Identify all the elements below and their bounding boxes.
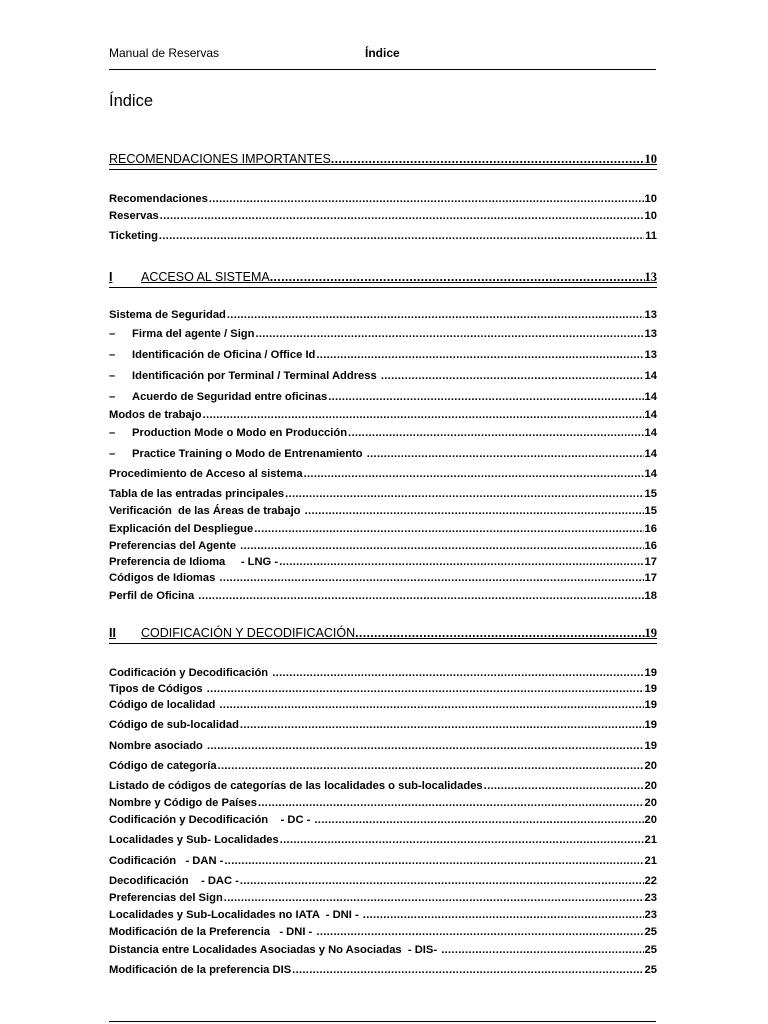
toc-entry-label: Firma del agente / Sign [132, 328, 255, 340]
toc-entry[interactable] [109, 348, 657, 362]
toc-entry[interactable] [109, 589, 657, 603]
header-document-title: Manual de Reservas [109, 46, 220, 60]
toc-entry-page-number: 20 [644, 760, 657, 772]
toc-entry-page-number: 21 [644, 834, 657, 846]
toc-entry[interactable] [109, 209, 657, 223]
toc-entry[interactable] [109, 390, 657, 404]
toc-entry-label: Código de localidad [109, 699, 219, 711]
dot-leader [240, 718, 644, 732]
toc-entry[interactable] [109, 718, 657, 732]
toc-entry-page-number: 15 [644, 488, 657, 500]
toc-entry-page-number: 14 [644, 370, 657, 382]
subentry-dash: – [109, 448, 116, 460]
toc-entry-page-number: 10 [644, 193, 657, 205]
toc-entry[interactable] [109, 192, 657, 206]
toc-section-heading[interactable] [109, 625, 657, 641]
section-number: II [109, 626, 116, 640]
toc-entry[interactable] [109, 426, 657, 440]
toc-entry[interactable] [109, 891, 657, 905]
toc-entry[interactable] [109, 229, 657, 243]
toc-entry-label: Explicación del Despliegue [109, 523, 254, 535]
toc-entry-label: Reservas [109, 210, 159, 222]
toc-entry-label: Identificación por Terminal / Terminal Address [132, 370, 380, 382]
toc-entry-page-number: 11 [645, 230, 657, 242]
toc-entry[interactable] [109, 539, 657, 553]
toc-entry[interactable] [109, 467, 657, 481]
toc-entry-label: Codificación y Decodificación - DC - [109, 814, 314, 826]
toc-entry-label: Nombre asociado [109, 740, 206, 752]
toc-entry-page-number: 13 [644, 309, 657, 321]
toc-entry-label: Código de categoría [109, 760, 217, 772]
toc-entry[interactable] [109, 555, 657, 569]
toc-entry-label: Codificación y Decodificación [109, 667, 272, 679]
dot-leader [224, 891, 644, 905]
toc-entry[interactable] [109, 571, 657, 585]
toc-entry-page-number: 25 [644, 944, 657, 956]
toc-entry-label: Modificación de la preferencia DIS [109, 964, 292, 976]
dot-leader [381, 369, 644, 383]
subentry-dash: – [109, 328, 116, 340]
toc-entry-label: Perfil de Oficina [109, 590, 198, 602]
dot-leader [219, 698, 643, 712]
dot-leader [441, 943, 643, 957]
toc-entry[interactable] [109, 666, 657, 680]
toc-entry-label: Tabla de las entradas principales [109, 488, 285, 500]
toc-entry[interactable] [109, 943, 657, 957]
dot-leader [218, 759, 644, 773]
toc-entry-label: Practice Training o Modo de Entrenamiento [132, 448, 366, 460]
toc-entry-page-number: 17 [644, 556, 657, 568]
toc-entry-label: Decodificación - DAC - [109, 875, 239, 887]
toc-entry-label: Production Mode o Modo en Producción [132, 427, 348, 439]
toc-entry-label: Nombre y Código de Países [109, 797, 257, 809]
toc-entry[interactable] [109, 796, 657, 810]
dot-leader [207, 682, 644, 696]
dot-leader [279, 555, 643, 569]
toc-entry-page-number: 25 [644, 926, 657, 938]
toc-entry-page-number: 21 [644, 855, 657, 867]
dot-leader [305, 504, 644, 518]
toc-entry-page-number: 17 [644, 572, 657, 584]
header-divider [109, 69, 656, 70]
dot-leader [203, 408, 644, 422]
toc-entry[interactable] [109, 739, 657, 753]
dot-leader [258, 796, 644, 810]
subentry-dash: – [109, 427, 116, 439]
toc-entry-page-number: 14 [644, 391, 657, 403]
dot-leader [159, 229, 644, 243]
toc-entry[interactable] [109, 813, 657, 827]
dot-leader [367, 447, 644, 461]
toc-entry-page-number: 19 [644, 699, 657, 711]
subentry-dash: – [109, 349, 116, 361]
toc-entry-label: Identificación de Oficina / Office Id [132, 349, 316, 361]
toc-entry-page-number: 20 [644, 780, 657, 792]
dot-leader [280, 833, 644, 847]
toc-entry-page-number: 14 [644, 448, 657, 460]
toc-entry[interactable] [109, 925, 657, 939]
dot-leader [240, 539, 643, 553]
toc-entry-page-number: 13 [644, 349, 657, 361]
toc-entry-label: Verificación de las Áreas de trabajo [109, 505, 304, 517]
section-title: CODIFICACIÓN Y DECODIFICACIÓN [141, 626, 356, 640]
section-title: ACCESO AL SISTEMA [141, 270, 270, 284]
toc-entry-label: Codificación - DAN - [109, 855, 224, 867]
dot-leader [255, 327, 643, 341]
dot-leader [484, 779, 644, 793]
dot-leader [304, 467, 644, 481]
subentry-dash: – [109, 391, 116, 403]
dot-leader [315, 813, 644, 827]
section-page-number: 10 [644, 152, 657, 166]
toc-entry-page-number: 14 [644, 409, 657, 421]
toc-entry[interactable] [109, 369, 657, 383]
toc-entry-label: Tipos de Códigos [109, 683, 206, 695]
toc-entry-page-number: 13 [644, 328, 657, 340]
toc-entry-page-number: 19 [644, 719, 657, 731]
toc-entry[interactable] [109, 308, 657, 322]
toc-entry[interactable] [109, 447, 657, 461]
dot-leader [328, 390, 643, 404]
toc-entry[interactable] [109, 327, 657, 341]
dot-leader [227, 308, 644, 322]
toc-entry-label: Localidades y Sub-Localidades no IATA - DNI - [109, 909, 362, 921]
toc-entry-page-number: 20 [644, 814, 657, 826]
toc-entry-page-number: 16 [644, 523, 657, 535]
toc-entry-label: Modos de trabajo [109, 409, 202, 421]
toc-entry[interactable] [109, 698, 657, 712]
toc-entry-page-number: 19 [644, 740, 657, 752]
dot-leader [348, 426, 644, 440]
toc-entry[interactable] [109, 908, 657, 922]
dot-leader [316, 925, 643, 939]
section-page-number: 13 [644, 270, 657, 284]
toc-entry[interactable] [109, 504, 657, 518]
dot-leader [331, 151, 645, 167]
toc-entry-label: Códigos de Idiomas [109, 572, 219, 584]
toc-entry-label: Localidades y Sub- Localidades [109, 834, 279, 846]
subentry-dash: – [109, 370, 116, 382]
section-page-number: 19 [644, 626, 657, 640]
dot-leader [363, 908, 644, 922]
running-header [109, 46, 656, 62]
dot-leader [207, 739, 644, 753]
dot-leader [285, 487, 643, 501]
toc-entry-page-number: 19 [644, 667, 657, 679]
toc-entry[interactable] [109, 759, 657, 773]
dot-leader [316, 348, 643, 362]
toc-entry-page-number: 20 [644, 797, 657, 809]
toc-entry[interactable] [109, 833, 657, 847]
toc-section-heading[interactable] [109, 151, 657, 167]
dot-leader [355, 625, 644, 641]
section-title: RECOMENDACIONES IMPORTANTES [109, 152, 331, 166]
toc-entry[interactable] [109, 963, 657, 977]
toc-entry-label: Preferencias del Sign [109, 892, 223, 904]
toc-entry-page-number: 10 [644, 210, 657, 222]
toc-entry-label: Procedimiento de Acceso al sistema [109, 468, 303, 480]
toc-entry-page-number: 23 [644, 892, 657, 904]
toc-entry-label: Preferencias del Agente [109, 540, 240, 552]
toc-entry-label: Acuerdo de Seguridad entre oficinas [132, 391, 328, 403]
toc-entry-page-number: 15 [644, 505, 657, 517]
toc-entry-page-number: 16 [644, 540, 657, 552]
toc-entry-label: Recomendaciones [109, 193, 208, 205]
dot-leader [224, 854, 643, 868]
toc-entry-label: Código de sub-localidad [109, 719, 239, 731]
toc-entry-page-number: 14 [644, 427, 657, 439]
toc-entry-page-number: 23 [644, 909, 657, 921]
section-number: I [109, 270, 113, 284]
toc-section-heading[interactable] [109, 269, 657, 285]
toc-entry-page-number: 22 [644, 875, 657, 887]
toc-entry-page-number: 19 [644, 683, 657, 695]
toc-entry[interactable] [109, 522, 657, 536]
toc-entry-label: Sistema de Seguridad [109, 309, 226, 321]
header-section-title: Índice [365, 46, 400, 60]
dot-leader [198, 589, 643, 603]
footer-divider [109, 1021, 656, 1022]
dot-leader [254, 522, 643, 536]
dot-leader [209, 192, 644, 206]
dot-leader [219, 571, 643, 585]
toc-entry[interactable] [109, 854, 657, 868]
toc-entry[interactable] [109, 779, 657, 793]
dot-leader [272, 666, 643, 680]
toc-entry-page-number: 18 [644, 590, 657, 602]
toc-entry[interactable] [109, 874, 657, 888]
toc-entry-label: Modificación de la Preferencia - DNI - [109, 926, 316, 938]
toc-entry-page-number: 25 [644, 964, 657, 976]
dot-leader [240, 874, 644, 888]
toc-entry-label: Distancia entre Localidades Asociadas y No Asociadas - DIS- [109, 944, 441, 956]
page-title: Índice [109, 92, 154, 110]
toc-entry-label: Preferencia de Idioma - LNG - [109, 556, 279, 568]
toc-entry[interactable] [109, 487, 657, 501]
dot-leader [160, 209, 644, 223]
toc-entry-label: Ticketing [109, 230, 158, 242]
toc-entry[interactable] [109, 682, 657, 696]
toc-entry-page-number: 14 [644, 468, 657, 480]
dot-leader [292, 963, 643, 977]
toc-entry-label: Listado de códigos de categorías de las localidades o sub-localidades [109, 780, 483, 792]
toc-entry[interactable] [109, 408, 657, 422]
dot-leader [270, 269, 645, 285]
